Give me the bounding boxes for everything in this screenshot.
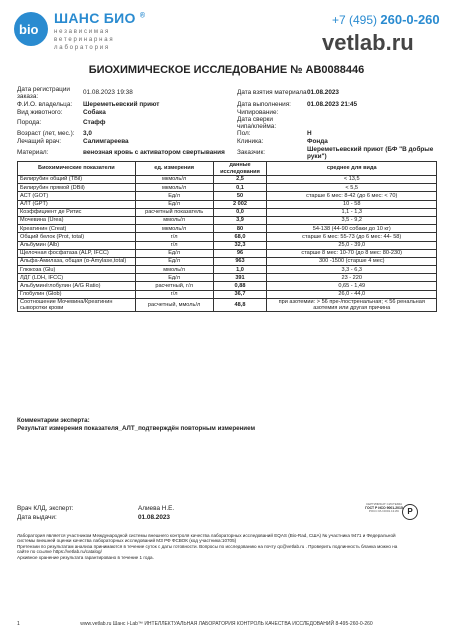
row-value: 3,9 [213, 216, 267, 224]
info-label: Дата сверки чипа/клейма: [237, 116, 277, 130]
info-value: 01.08.2023 19:38 [83, 89, 133, 96]
row-unit: ммоль/л [135, 266, 213, 274]
row-reference: 26,0 - 44,0 [267, 290, 437, 298]
info-value: Шереметьевский приют (БФ "В добрые руки") [307, 146, 434, 160]
row-value: 96 [213, 249, 267, 257]
row-value: 50 [213, 192, 267, 200]
info-label: Клиника: [237, 138, 264, 145]
row-unit: Ед/л [135, 257, 213, 265]
row-unit: г/л [135, 290, 213, 298]
row-unit: расчетный, г/л [135, 282, 213, 290]
info-label: Заказчик: [237, 149, 266, 156]
footer: www.vetlab.ru Шанс i-Lab™ ИНТЕЛЛЕКТУАЛЬНАЯ ЛАБОРАТОРИЯ КОНТРОЛЬ КАЧЕСТВА ИССЛЕДОВАНИЙ 8-495-260-0-260 [80, 621, 373, 627]
table-row [18, 257, 437, 265]
info-value: Н [307, 130, 312, 137]
table-row [18, 249, 437, 257]
row-reference: старше 8 мес: 10-70 (до 8 мес: 80-230) [267, 249, 437, 257]
row-value: 2 002 [213, 200, 267, 208]
row-value: 48,8 [213, 298, 267, 311]
table-row [18, 225, 437, 233]
info-label: Дата регистрации заказа: [17, 86, 70, 100]
info-label: Порода: [17, 119, 42, 126]
site-url[interactable]: vetlab.ru [322, 30, 414, 55]
table-row [18, 290, 437, 298]
row-reference: старше 6 мес: 55-73 (до 6 мес: 44- 58) [267, 233, 437, 241]
row-reference: 300 -1500 (старше 4 мес) [267, 257, 437, 265]
info-value: Салимгареева [83, 138, 129, 145]
table-row [18, 184, 437, 192]
row-reference: 3,5 - 9,2 [267, 216, 437, 224]
column-header: ед. измерения [135, 162, 213, 176]
row-unit: мкмоль/л [135, 184, 213, 192]
info-value: Фонда [307, 138, 328, 145]
table-row [18, 298, 437, 311]
disclaimer: Лаборатория является участником Международной системы внешнего контроля качества лабораторных исследований EQAS (Bio-Rad, США) № участника 9471 и Федеральной системы внешней оценки качества лабораторных исследований МЗ РФ ФСВОК (код участника:10705) Претензии по результатам анализа принимаются в течение суток с даты готовности. Вопросы по исследованию на почту qc@vetlab.ru . Проверить подлинность бланка можно на сайте по ссылке https://vetlab.ru/catalog/ Архивное хранение результата гарантировано в течение 1 года. [17, 533, 398, 560]
table-row [18, 216, 437, 224]
tagline-2: ветеринарная [54, 37, 115, 43]
row-reference: 10 - 58 [267, 200, 437, 208]
row-unit: ммоль/л [135, 216, 213, 224]
info-label: Дата взятия материала [237, 89, 307, 96]
row-unit: расчетный, ммоль/л [135, 298, 213, 311]
info-value: 01.08.2023 [307, 89, 339, 96]
row-unit: Ед/л [135, 274, 213, 282]
table-row [18, 192, 437, 200]
row-unit: мкмоль/л [135, 176, 213, 184]
info-value: Собака [83, 109, 106, 116]
row-unit: мкмоль/л [135, 225, 213, 233]
info-label: Материал: [17, 149, 49, 156]
row-name: АЛТ (GPT) [18, 200, 136, 208]
row-name: Альбумин (Alb) [18, 241, 136, 249]
info-label: Пол: [237, 130, 251, 137]
row-reference: 1,1 - 1,3 [267, 208, 437, 216]
row-reference: старше 6 мес: 8-42 (до 6 мес: < 70) [267, 192, 437, 200]
row-unit: Ед/л [135, 200, 213, 208]
table-row [18, 176, 437, 184]
row-value: 963 [213, 257, 267, 265]
info-label: Возраст (лет, мес.): [17, 130, 75, 137]
row-name: Коэффициент де Ритис [18, 208, 136, 216]
info-label: Чипирование: [237, 109, 279, 116]
row-name: Глюкоза (Glu) [18, 266, 136, 274]
results-table [17, 161, 437, 312]
row-reference: 54-138 (44-90 собаки до 10 кг) [267, 225, 437, 233]
table-header-row [18, 162, 437, 176]
expert-comment: Результат измерения показателя_АЛТ_подтверждён повторным измерением [17, 425, 256, 432]
row-value: 1,0 [213, 266, 267, 274]
row-reference: < 5,5 [267, 184, 437, 192]
row-name: Общий белок (Prot, total) [18, 233, 136, 241]
row-unit: г/л [135, 241, 213, 249]
brand-name: ШАНС БИО ® [54, 10, 146, 26]
logo-text: bio [19, 22, 39, 37]
info-label: Ф.И.О. владельца: [17, 101, 73, 108]
row-name: АСТ (GOT) [18, 192, 136, 200]
info-value: Шереметьевский приют [83, 101, 160, 108]
row-value: 32,3 [213, 241, 267, 249]
row-reference: 0,65 - 1,49 [267, 282, 437, 290]
table-row [18, 208, 437, 216]
row-name: Щелочная фосфатаза (ALP, IFCC) [18, 249, 136, 257]
row-unit: расчетный показатель [135, 208, 213, 216]
column-header: среднее для вида [267, 162, 437, 176]
table-row [18, 233, 437, 241]
expert-label: Врач КЛД, эксперт: [17, 505, 74, 512]
table-row [18, 282, 437, 290]
info-value: 3,0 [83, 130, 92, 137]
row-reference: 25,0 - 39,0 [267, 241, 437, 249]
comments-label: Комментарии эксперта: [17, 417, 90, 424]
row-value: 68,0 [213, 233, 267, 241]
row-value: 391 [213, 274, 267, 282]
row-name: Альфа-Амилаза, общая (α-Amylase,total) [18, 257, 136, 265]
table-row [18, 274, 437, 282]
issue-date-label: Дата выдачи: [17, 514, 57, 521]
tagline-1: независимая [54, 29, 111, 35]
table-row [18, 200, 437, 208]
row-reference: при азотемии: > 56 пре-/постренальная; < 56 ренальная азотемия или другая причина [267, 298, 437, 311]
info-label: Вид животного: [17, 109, 63, 116]
phone[interactable]: +7 (495) 260-0-260 [332, 12, 440, 27]
table-row [18, 266, 437, 274]
row-unit: Ед/л [135, 192, 213, 200]
info-label: Лечащий врач: [17, 138, 62, 145]
row-unit: Ед/л [135, 249, 213, 257]
column-header: данные исследования [213, 162, 267, 176]
row-name: ЛДГ (LDH, IFCC) [18, 274, 136, 282]
row-name: Альбумин/глобулин (A/G Ratio) [18, 282, 136, 290]
row-name: Глобулин (Glob) [18, 290, 136, 298]
certification-mark-icon: Р [402, 504, 418, 520]
info-label: Дата выполнения: [237, 101, 291, 108]
tagline-3: лаборатория [54, 45, 110, 51]
expert-name: Алиева Н.Е. [138, 505, 175, 512]
row-reference: 23 - 220 [267, 274, 437, 282]
column-header: Биохимические показатели [18, 162, 136, 176]
certification-stamp: СЕРТИФИКАТ СИСТЕМЫ ГОСТ Р ИСО 9001-2015 РОСС RU.0001.13.ИК [365, 502, 403, 514]
page-number: 1 [17, 621, 20, 627]
row-value: 36,7 [213, 290, 267, 298]
info-value: Стафф [83, 119, 106, 126]
row-value: 2,5 [213, 176, 267, 184]
row-reference: 3,3 - 6,3 [267, 266, 437, 274]
row-value: 0,1 [213, 184, 267, 192]
row-name: Мочевина (Urea) [18, 216, 136, 224]
row-value: 0,0 [213, 208, 267, 216]
info-value: венозная кровь с активатором свертывания [83, 149, 225, 156]
table-row [18, 241, 437, 249]
row-value: 80 [213, 225, 267, 233]
row-name: Билирубин общий (TBil) [18, 176, 136, 184]
document-title: БИОХИМИЧЕСКОЕ ИССЛЕДОВАНИЕ № AB0088446 [88, 64, 365, 76]
row-reference: < 13,5 [267, 176, 437, 184]
row-value: 0,88 [213, 282, 267, 290]
info-value: 01.08.2023 21:45 [307, 101, 358, 108]
row-name: Соотношение Мочевина/Креатинин сыворотки крови [18, 298, 136, 311]
table-body [18, 176, 437, 312]
row-name: Билирубин прямой (DBil) [18, 184, 136, 192]
row-name: Креатинин (Creat) [18, 225, 136, 233]
issue-date: 01.08.2023 [138, 514, 170, 521]
row-unit: г/л [135, 233, 213, 241]
